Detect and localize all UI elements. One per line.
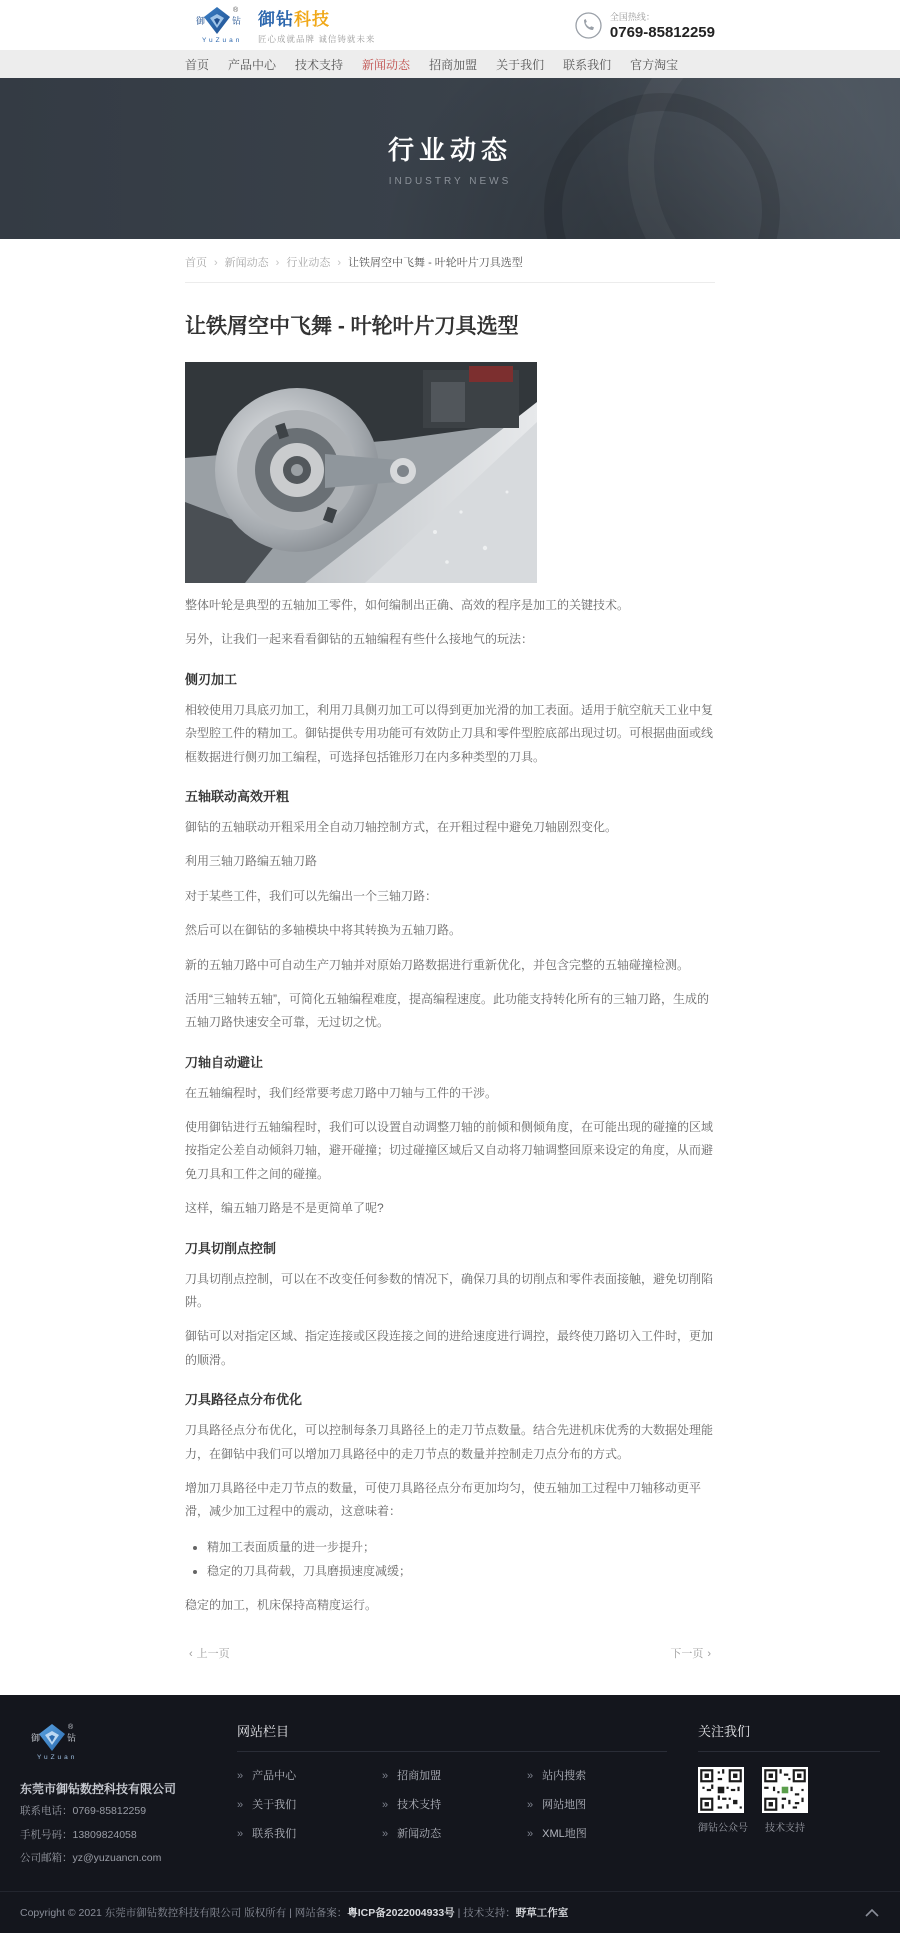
article-paragraph: 刀具路径点分布优化，可以控制每条刀具路径上的走刀节点数量。结合先进机床优秀的大数据处理能力，在御钻中我们可以增加刀具路径中的走刀节点的数量并控制走刀点分布的方式。 — [185, 1423, 714, 1461]
qr-code-icon — [762, 1767, 808, 1813]
breadcrumb-separator: › — [275, 257, 280, 269]
double-chevron-icon: » — [527, 1828, 534, 1841]
footer-logo-registered-mark: ® — [68, 1724, 74, 1732]
footer-link-xml-map[interactable]: » XML地图 — [527, 1828, 587, 1841]
footer-link-tech-support[interactable]: » 技术支持 — [382, 1799, 442, 1812]
footer-link-news[interactable]: » 新闻动态 — [382, 1828, 442, 1841]
article-paragraph: 刀具切削点控制，可以在不改变任何参数的情况下，确保刀具的切削点和零件表面接触，避免切削陷阱。 — [185, 1271, 714, 1310]
site-header — [0, 0, 900, 50]
next-arrow-icon: › — [707, 1648, 711, 1661]
banner-subtitle: INDUSTRY NEWS — [388, 176, 512, 187]
brand-name — [258, 5, 375, 30]
footer-sitemap-title: 网站栏目 — [237, 1721, 667, 1752]
article-body — [185, 594, 715, 1617]
article-title: 让铁屑空中飞舞 - 叶轮叶片刀具选型 — [185, 315, 519, 338]
footer-follow-us — [698, 1721, 880, 1867]
breadcrumb — [185, 239, 715, 283]
next-page-link[interactable]: 下一页 › — [670, 1648, 711, 1661]
logo-char-right: 钻 — [232, 16, 242, 26]
footer-email-line: 公司邮箱：yz@yuzuancn.com — [20, 1851, 162, 1864]
article-paragraph: 增加刀具路径中走刀节点的数量，可使刀具路径点分布更加均匀，使五轴加工过程中刀轴移动更平滑，减少加工过程中的震动，这意味着： — [185, 1480, 702, 1519]
nav-item-about[interactable]: 关于我们 — [496, 57, 545, 72]
footer-company-name: 东莞市御钻数控科技有限公司 — [20, 1782, 177, 1797]
nav-item-taobao[interactable]: 官方淘宝 — [630, 57, 679, 72]
footer-link-about[interactable]: » 关于我们 — [237, 1799, 297, 1812]
phone-icon — [575, 12, 602, 39]
article-heading: 侧刃加工 — [185, 671, 238, 687]
qr-tech-support — [762, 1767, 808, 1834]
hotline-label: 全国热线： — [609, 11, 655, 22]
footer-phone-line: 联系电话：0769-85812259 — [20, 1805, 147, 1818]
nav-item-products[interactable]: 产品中心 — [228, 57, 277, 72]
double-chevron-icon: » — [237, 1799, 244, 1812]
article-heading: 刀具路径点分布优化 — [185, 1392, 303, 1408]
chevron-up-icon — [864, 1908, 880, 1918]
qr-caption: 御钻公众号 — [698, 1823, 748, 1835]
qr-code-icon — [698, 1767, 744, 1813]
nav-item-contact[interactable]: 联系我们 — [563, 57, 612, 72]
article-paragraph: 稳定的加工，机床保持高精度运行。 — [185, 1597, 378, 1612]
double-chevron-icon: » — [382, 1770, 389, 1783]
article-heading: 五轴联动高效开粗 — [185, 788, 290, 804]
article-bullet: • 稳定的刀具荷载，刀具磨损速度减缓； — [207, 1559, 715, 1583]
footer-link-sitemap[interactable]: » 网站地图 — [527, 1799, 587, 1812]
icp-beian-link[interactable]: 粤ICP备2022004933号 — [347, 1907, 455, 1920]
brand-name-primary: 御钻 — [258, 10, 294, 29]
prev-page-link[interactable]: ‹ 上一页 — [189, 1648, 230, 1661]
article-paragraph: 对于某些工件，我们可以先编出一个三轴刀路： — [185, 888, 438, 903]
qr-official-account — [698, 1767, 748, 1834]
cnc-machine-photo — [185, 362, 537, 583]
article-bullet: • 精加工表面质量的进一步提升； — [207, 1535, 715, 1559]
article-heading: 刀轴自动避让 — [185, 1054, 264, 1070]
footer-link-products[interactable]: » 产品中心 — [237, 1770, 297, 1783]
breadcrumb-news[interactable]: 新闻动态 — [224, 257, 269, 269]
article-paragraph: 活用“三轴转五轴”，可简化五轴编程难度，提高编程速度。此功能支持转化所有的三轴刀路，生成的五轴刀路快速安全可靠，无过切之忧。 — [185, 991, 709, 1030]
footer-follow-title: 关注我们 — [698, 1721, 880, 1752]
brand-tagline: 匠心成就品牌 诚信铸就未来 — [258, 34, 376, 44]
footer-link-contact[interactable]: » 联系我们 — [237, 1828, 297, 1841]
double-chevron-icon: » — [237, 1770, 244, 1783]
article-bullet-list — [207, 1535, 715, 1583]
footer-link-site-search[interactable]: » 站内搜索 — [527, 1770, 587, 1783]
article-paragraph: 这样，编五轴刀路是不是更简单了呢? — [185, 1201, 384, 1216]
site-footer — [0, 1695, 900, 1891]
double-chevron-icon: » — [527, 1799, 534, 1812]
double-chevron-icon: » — [382, 1828, 389, 1841]
breadcrumb-current: 让铁屑空中飞舞 - 叶轮叶片刀具选型 — [348, 257, 523, 269]
qr-caption: 技术支持 — [765, 1823, 805, 1835]
article-paragraph: 御钻的五轴联动开粗采用全自动刀轴控制方式，在开粗过程中避免刀轴剧烈变化。 — [185, 819, 618, 834]
brand-text — [258, 5, 375, 45]
logo-char-left: 御 — [196, 16, 206, 26]
article-paragraph: 整体叶轮是典型的五轴加工零件，如何编制出正确、高效的程序是加工的关键技术。 — [185, 598, 630, 612]
studio-link[interactable]: 野草工作室 — [515, 1907, 569, 1920]
breadcrumb-separator: › — [214, 257, 218, 269]
copyright-bar — [0, 1891, 900, 1933]
hotline-number: 0769-85812259 — [609, 23, 715, 41]
nav-item-franchise[interactable]: 招商加盟 — [429, 57, 478, 72]
footer-mobile-line: 手机号码：13809824058 — [20, 1828, 137, 1841]
banner-title: 行业动态 — [387, 135, 512, 165]
article-pagination — [185, 1645, 715, 1661]
article-paragraph: 相较使用刀具底刃加工，利用刀具侧刃加工可以得到更加光滑的加工表面。适用于航空航天工业中复杂型腔工件的精加工。御钻提供专用功能可有效防止刀具和零件型腔底部出现过切。可根据曲面或线框数据进行侧刃加工编程，可选择包括锥形刀在内多种类型的刀具。 — [185, 702, 714, 764]
double-chevron-icon: » — [527, 1770, 534, 1783]
nav-item-home[interactable]: 首页 — [185, 57, 210, 72]
footer-logo-char-left: 御 — [31, 1733, 41, 1744]
copyright-text: Copyright © 2021 东莞市御钻数控科技有限公司 版权所有 | 网站备案：粤ICP备2022004933号 | 技术支持：野草工作室 — [20, 1907, 569, 1920]
article-paragraph: 在五轴编程时，我们经常要考虑刀路中刀轴与工件的干涉。 — [185, 1085, 498, 1100]
double-chevron-icon: » — [237, 1828, 244, 1841]
article-paragraph: 使用御钻进行五轴编程时，我们可以设置自动调整刀轴的前倾和侧倾角度，在可能出现的碰撞的区域按指定公差自动倾斜刀轴，避开碰撞；切过碰撞区域后又自动将刀轴调整回原来设定的角度，从而避免刀具和工件之间的碰撞。 — [185, 1120, 714, 1181]
site-logo[interactable] — [185, 4, 375, 46]
article-paragraph: 另外，让我们一起来看看御钻的五轴编程有些什么接地气的玩法： — [185, 632, 534, 647]
logo-brand-en: YuZuan — [202, 37, 243, 44]
footer-sitemap — [237, 1721, 667, 1867]
nav-item-tech-support[interactable]: 技术支持 — [295, 57, 344, 72]
article-paragraph: 利用三轴刀路编五轴刀路 — [185, 854, 318, 869]
prev-arrow-icon: ‹ — [189, 1648, 193, 1661]
footer-logo-brand-en: YuZuan — [37, 1754, 78, 1762]
article-paragraph: 御钻可以对指定区域、指定连接或区段连接之间的进给速度进行调控，最终使刀路切入工件时，更加的顺滑。 — [185, 1329, 714, 1367]
footer-logo-diamond-icon — [20, 1721, 84, 1763]
hotline — [575, 10, 715, 41]
back-to-top-button[interactable] — [864, 1908, 880, 1918]
logo-diamond-icon — [185, 4, 249, 46]
footer-link-franchise[interactable]: » 招商加盟 — [382, 1770, 442, 1783]
breadcrumb-separator: › — [337, 257, 342, 269]
logo-registered-mark: ® — [233, 7, 239, 14]
brand-name-secondary: 科技 — [294, 10, 330, 29]
article-paragraph: 然后可以在御钻的多轴模块中将其转换为五轴刀路。 — [185, 923, 462, 938]
main-nav — [0, 50, 900, 78]
page-banner — [0, 78, 900, 239]
article-paragraph: 新的五轴刀路中可自动生产刀轴并对原始刀路数据进行重新优化，并包含完整的五轴碰撞检测。 — [185, 957, 690, 972]
article-image — [185, 362, 537, 583]
breadcrumb-home[interactable]: 首页 — [185, 257, 207, 269]
footer-company-info — [20, 1721, 220, 1867]
article-heading: 刀具切削点控制 — [185, 1240, 277, 1256]
breadcrumb-industry-news[interactable]: 行业动态 — [286, 257, 331, 269]
double-chevron-icon: » — [382, 1799, 389, 1812]
nav-item-news[interactable]: 新闻动态 — [362, 57, 411, 72]
footer-logo-char-right: 钻 — [67, 1733, 77, 1744]
hotline-text — [610, 10, 715, 41]
